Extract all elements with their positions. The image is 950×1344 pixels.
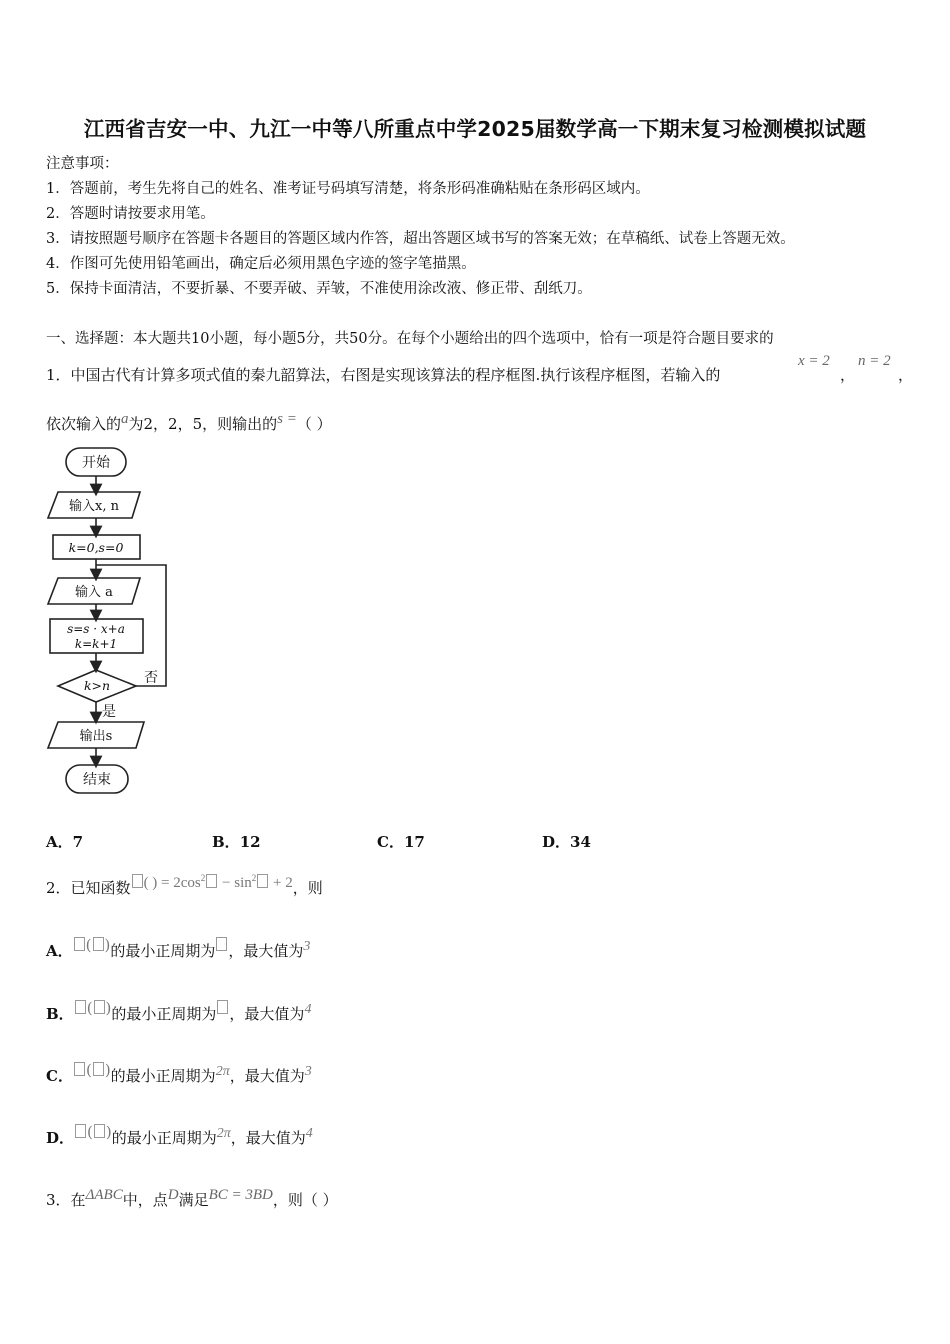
notice-heading: 注意事项： <box>46 156 119 172</box>
flow-yes-label: 是 <box>102 704 116 720</box>
period-placeholder-a <box>216 937 227 951</box>
question-1-line-1 <box>46 364 720 385</box>
question-2-option-c: C． ( )的最小正周期为2π，最大值为3 <box>46 1061 312 1085</box>
triangle-abc: ΔABC <box>85 1187 123 1203</box>
question-1-comma: ， <box>840 366 856 384</box>
page-title: 江西省吉安一中、九江一中等八所重点中学2025届数学高一下期末复习检测模拟试题 <box>83 117 867 141</box>
variable-a: a <box>121 411 129 427</box>
question-2-option-b: B． ( )的最小正周期为 ，最大值为4 <box>46 999 312 1023</box>
question-2-stem: 2．已知函数 ( ) = $2\cos^2 - \sin^2 + 2$，则 <box>46 873 323 897</box>
flow-calc-text-1: s=s · x+a <box>67 622 125 636</box>
flow-end-text: 结束 <box>83 772 111 788</box>
question-2-number: 2． <box>46 879 71 897</box>
notice-item-3: 3．请按照题号顺序在答题卡各题目的答题区域内作答，超出答题区域书写的答案无效；在草稿纸、试卷上答题无效。 <box>46 231 795 247</box>
flow-condition-text: k>n <box>83 678 111 693</box>
notice-item-4: 4．作图可先使用铅笔画出，确定后必须用黑色字迹的签字笔描黑。 <box>46 256 476 272</box>
flow-no-label: 否 <box>144 670 158 686</box>
point-d: D <box>167 1187 179 1203</box>
question-1-option-a: A．7 <box>46 833 84 851</box>
question-1-option-c: C．17 <box>377 833 425 851</box>
flow-input-xn-text: 输入x, n <box>69 499 119 514</box>
question-1-option-b: B．12 <box>212 833 261 851</box>
flowchart <box>40 440 180 800</box>
question-1-x-value: x = 2 <box>798 353 830 369</box>
question-2-option-d: D． ( )的最小正周期为2π，最大值为4 <box>46 1123 313 1147</box>
question-2-option-a: A． ( )的最小正周期为 ，最大值为3 <box>46 936 311 960</box>
notice-item-5: 5．保持卡面清洁，不要折暴、不要弄破、弄皱，不准使用涂改液、修正带、刮纸刀。 <box>46 281 592 297</box>
notice-item-1: 1．答题前，考生先将自己的姓名、准考证号码填写清楚，将条形码准确粘贴在条形码区域内。 <box>46 181 650 197</box>
notice-item-2: 2．答题时请按要求用笔。 <box>46 206 215 222</box>
flow-input-a-text: 输入 a <box>75 585 113 600</box>
question-1-comma-2: ， <box>898 366 914 384</box>
question-1-number: 1． <box>46 366 71 384</box>
question-1-line-2: 依次输入的a为2，2，5，则输出的s =（ ） <box>46 411 332 433</box>
question-3-stem: 3．在ΔABC中，点D满足BC = 3BD，则（ ） <box>46 1187 338 1209</box>
question-3-number: 3． <box>46 1191 71 1209</box>
question-1-n-value: n = 2 <box>858 353 891 369</box>
flow-output-text: 输出s <box>79 729 113 744</box>
section-heading: 一、选择题：本大题共10小题，每小题5分，共50分。在每个小题给出的四个选项中，恰有一项是符合题目要求的 <box>46 331 774 347</box>
flow-calc-text-2: k=k+1 <box>74 637 118 651</box>
vector-equation: BC = 3BD <box>208 1187 273 1203</box>
question-1-option-d: D．34 <box>542 833 591 851</box>
question-1-text: 中国古代有计算多项式值的秦九韶算法，右图是实现该算法的程序框图.执行该程序框图，若输入的 <box>70 366 721 384</box>
flow-start-text: 开始 <box>82 455 110 471</box>
flow-init-text: k=0,s=0 <box>68 540 124 555</box>
period-placeholder-b <box>217 1000 228 1014</box>
question-2-function: ( ) = $2\cos^2 - \sin^2 + 2$ <box>131 875 293 891</box>
variable-s: s = <box>277 411 297 427</box>
